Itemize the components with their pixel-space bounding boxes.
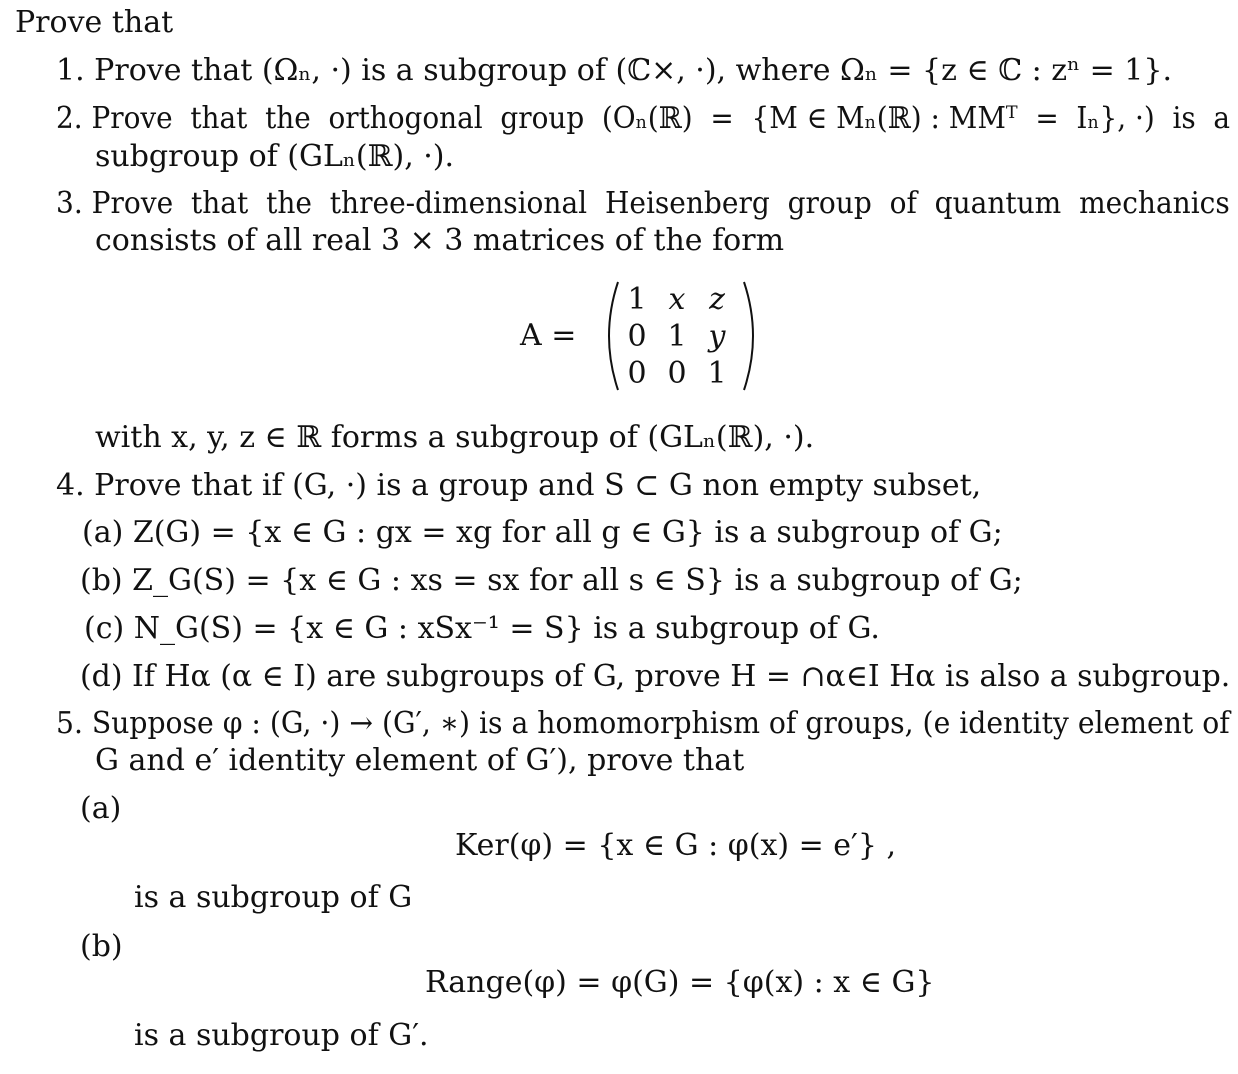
item-text: Prove that if (G, ·) is a group and S ⊂ G non empty subset, xyxy=(94,468,982,503)
heading: Prove that xyxy=(15,5,174,40)
matrix-lhs: A = xyxy=(520,318,577,353)
left-paren xyxy=(596,280,624,392)
subitem-4d xyxy=(80,659,1230,695)
subitem-5a-text: is a subgroup of G xyxy=(134,880,413,915)
subitem-text: N_G(S) = {x ∈ G : xSx⁻¹ = S} is a subgroup of G. xyxy=(133,611,880,646)
item-3-after: with x, y, z ∈ ℝ forms a subgroup of (GLₙ(ℝ), ·). xyxy=(95,420,815,455)
item-4 xyxy=(56,468,981,504)
item-5 xyxy=(56,706,1230,742)
matrix-cell: z xyxy=(709,282,725,317)
subitem-5b-label: (b) xyxy=(80,929,123,964)
item-2 xyxy=(56,101,1230,137)
matrix-cell: 0 xyxy=(627,319,647,354)
matrix-cell: 0 xyxy=(627,356,647,391)
matrix-cell: 1 xyxy=(627,282,647,317)
item-number: 5. xyxy=(56,706,83,741)
subitem-5a-label: (a) xyxy=(80,791,122,826)
matrix-cell: 1 xyxy=(707,356,727,391)
item-3-continuation: consists of all real 3 × 3 matrices of the form xyxy=(95,223,785,258)
range-formula: Range(φ) = φ(G) = {φ(x) : x ∈ G} xyxy=(425,965,935,1000)
item-text: Prove that (Ωₙ, ·) is a subgroup of (ℂ×, ·), where Ωₙ = {z ∈ ℂ : zⁿ = 1}. xyxy=(94,53,1172,88)
item-1 xyxy=(56,53,1172,89)
subitem-4a xyxy=(82,515,1003,551)
item-number: 3. xyxy=(56,186,83,221)
matrix-cell: x xyxy=(668,282,686,317)
subitem-label: (d) xyxy=(80,659,123,694)
item-number: 4. xyxy=(56,468,85,503)
subitem-5b-text: is a subgroup of G′. xyxy=(134,1018,429,1053)
kernel-formula: Ker(φ) = {x ∈ G : φ(x) = e′} , xyxy=(455,828,897,863)
item-text: Prove that the three-dimensional Heisenberg group of quantum mechanics xyxy=(91,186,1230,221)
subitem-label: (a) xyxy=(82,515,124,550)
subitem-text: Z_G(S) = {x ∈ G : xs = sx for all s ∈ S} is a subgroup of G; xyxy=(132,563,1023,598)
item-number: 2. xyxy=(56,101,83,136)
item-text: Prove that the orthogonal group (Oₙ(ℝ) = {M ∈ Mₙ(ℝ) : MMᵀ = Iₙ}, ·) is a xyxy=(91,101,1231,136)
item-text: Suppose φ : (G, ·) → (G′, ∗) is a homomorphism of groups, (e identity element of xyxy=(91,706,1230,741)
item-2-continuation: subgroup of (GLₙ(ℝ), ·). xyxy=(95,139,455,174)
subitem-label: (c) xyxy=(84,611,125,646)
subitem-label: (b) xyxy=(80,563,123,598)
item-5-continuation: G and e′ identity element of G′), prove that xyxy=(95,743,745,778)
subitem-text: Z(G) = {x ∈ G : gx = xg for all g ∈ G} is a subgroup of G; xyxy=(132,515,1003,550)
right-paren xyxy=(738,280,766,392)
subitem-4b xyxy=(80,563,1023,599)
item-number: 1. xyxy=(56,53,85,88)
matrix-cell: 1 xyxy=(667,319,687,354)
subitem-text: If Hα (α ∈ I) are subgroups of G, prove H = ∩α∈I Hα is also a subgroup. xyxy=(132,659,1231,694)
item-3 xyxy=(56,186,1230,222)
matrix-cell: y xyxy=(708,319,726,354)
matrix-cell: 0 xyxy=(667,356,687,391)
heisenberg-matrix xyxy=(520,280,770,392)
subitem-4c xyxy=(84,611,880,647)
